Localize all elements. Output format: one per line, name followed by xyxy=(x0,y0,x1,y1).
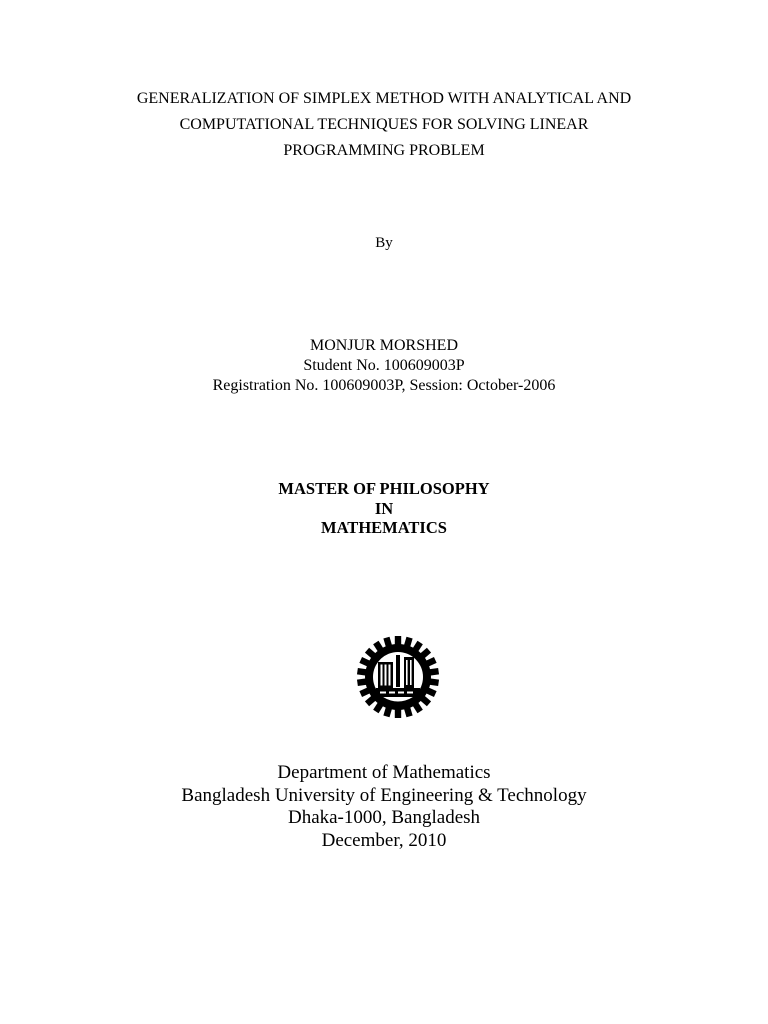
department-name: Department of Mathematics xyxy=(277,762,491,783)
submission-date: December, 2010 xyxy=(321,829,447,851)
thesis-title-line-1: GENERALIZATION OF SIMPLEX METHOD WITH ANALYTICAL AND xyxy=(136,90,632,107)
buet-seal-icon xyxy=(356,635,440,719)
university-address: Dhaka-1000, Bangladesh xyxy=(287,807,481,828)
thesis-title-line-3: PROGRAMMING PROBLEM xyxy=(283,142,485,159)
institution-block xyxy=(0,762,768,852)
by-label: By xyxy=(375,235,393,251)
author-name: MONJUR MORSHED xyxy=(309,337,459,354)
degree-subject: MATHEMATICS xyxy=(321,518,447,537)
thesis-title-line-2: COMPUTATIONAL TECHNIQUES FOR SOLVING LINEAR xyxy=(179,116,589,133)
degree-name: MASTER OF PHILOSOPHY xyxy=(278,479,490,498)
thesis-title xyxy=(0,86,768,164)
university-name: Bangladesh University of Engineering & Technology xyxy=(181,784,587,806)
degree-connector: IN xyxy=(374,498,394,518)
degree-block xyxy=(0,479,768,538)
registration-info: Registration No. 100609003P, Session: October-2006 xyxy=(212,377,556,394)
author-block xyxy=(0,336,768,396)
student-number: Student No. 100609003P xyxy=(303,357,465,374)
